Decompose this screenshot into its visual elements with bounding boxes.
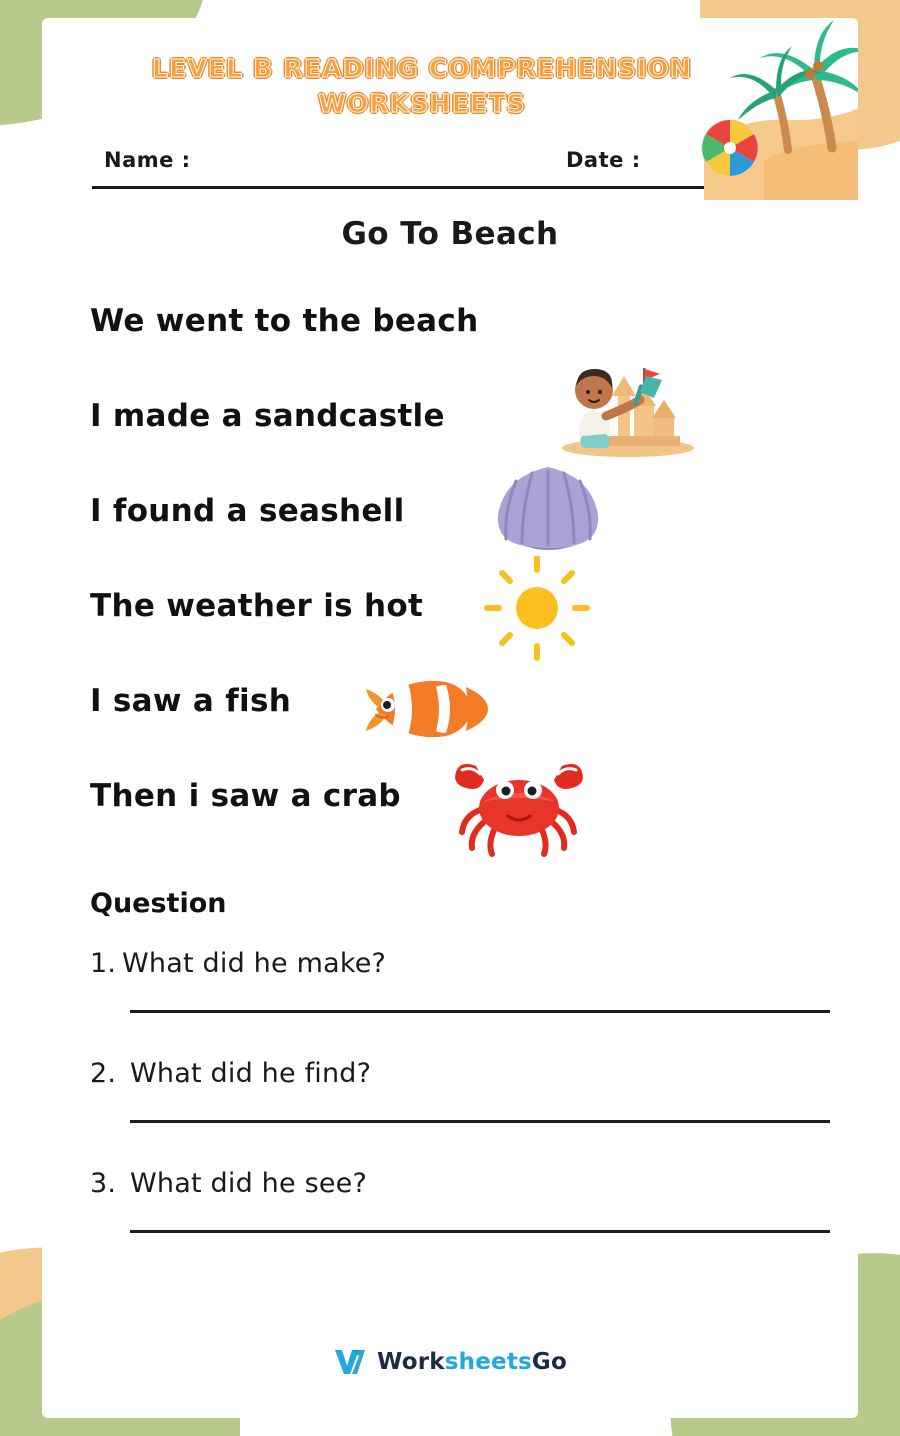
clownfish-icon bbox=[358, 669, 498, 753]
answer-line[interactable] bbox=[130, 1010, 830, 1013]
passage-line bbox=[90, 483, 820, 578]
logo-text-part1: Work bbox=[376, 1349, 445, 1375]
worksheet-title: LEVEL B READING COMPREHENSION WORKSHEETS bbox=[151, 54, 693, 118]
question-number: 3. bbox=[90, 1168, 117, 1199]
question-number: 1. bbox=[90, 948, 117, 979]
passage-lines bbox=[90, 293, 820, 863]
passage-line-text: The weather is hot bbox=[90, 588, 424, 624]
passage-line-text: Then i saw a crab bbox=[90, 778, 401, 814]
sandcastle-child-icon bbox=[550, 340, 700, 464]
answer-line[interactable] bbox=[130, 1120, 830, 1123]
answer-line[interactable] bbox=[130, 1230, 830, 1233]
question-text: What did he make? bbox=[122, 948, 387, 979]
date-label: Date : bbox=[566, 148, 641, 172]
question-item bbox=[90, 1168, 830, 1278]
footer-logo bbox=[42, 1348, 858, 1376]
logo-text-part2: sheets bbox=[444, 1349, 532, 1375]
passage-line bbox=[90, 578, 820, 673]
crab-icon bbox=[450, 746, 590, 865]
worksheet-sheet bbox=[42, 18, 858, 1418]
passage-line-text: I found a seashell bbox=[90, 493, 405, 529]
question-text: What did he find? bbox=[130, 1058, 372, 1089]
worksheet-header bbox=[42, 18, 858, 203]
w-logo-icon bbox=[333, 1348, 367, 1376]
name-label: Name : bbox=[104, 148, 191, 172]
seashell-icon bbox=[488, 459, 608, 563]
footer-logo-text bbox=[377, 1349, 567, 1375]
passage-line-text: I saw a fish bbox=[90, 683, 292, 719]
questions-heading: Question bbox=[90, 888, 227, 919]
passage-line-text: I made a sandcastle bbox=[90, 398, 445, 434]
question-number: 2. bbox=[90, 1058, 117, 1089]
passage-line bbox=[90, 388, 820, 483]
question-text: What did he see? bbox=[130, 1168, 368, 1199]
question-item bbox=[90, 948, 830, 1058]
sun-icon bbox=[482, 556, 592, 665]
palm-beach-ball-icon bbox=[664, 18, 858, 200]
questions-list bbox=[90, 948, 830, 1278]
passage-line bbox=[90, 768, 820, 863]
passage-line bbox=[90, 293, 820, 388]
question-item bbox=[90, 1058, 830, 1168]
passage-line-text: We went to the beach bbox=[90, 303, 479, 339]
page-title: Go To Beach bbox=[341, 216, 559, 252]
logo-text-part3: Go bbox=[531, 1349, 568, 1375]
